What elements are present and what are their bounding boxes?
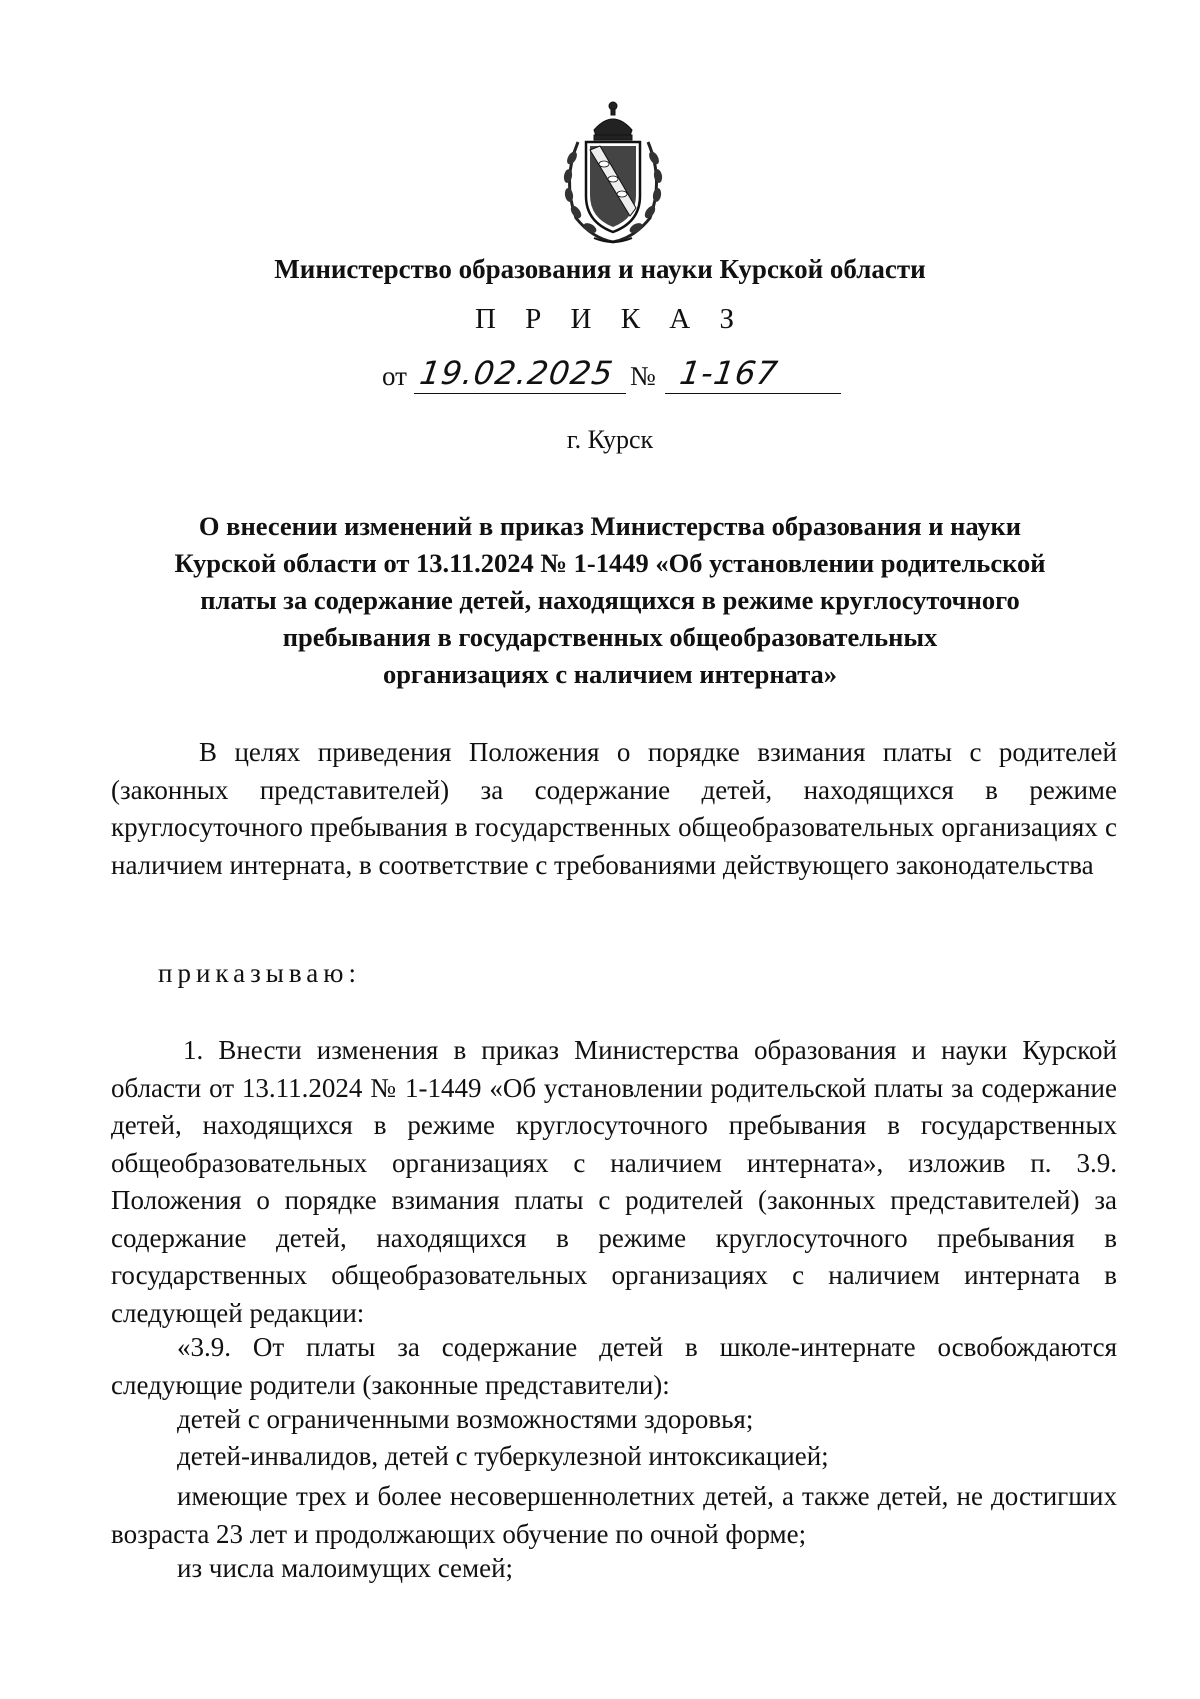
date-underline (414, 393, 626, 394)
title-line: О внесении изменений в приказ Министерства образования и науки (198, 511, 1022, 541)
title-line: организациях с наличием интерната» (382, 659, 838, 689)
title-line: Курской области от 13.11.2024 № 1-1449 «Об установлении родительской (174, 548, 1046, 578)
order-date-handwritten: 19.02.2025 (417, 354, 616, 392)
from-label: от (382, 361, 407, 391)
title-line: пребывания в государственных общеобразовательных (282, 622, 938, 652)
document-title (110, 508, 1110, 693)
order-heading: П Р И К А З (474, 303, 746, 335)
clause-3-9-paragraph: «3.9. От платы за содержание детей в школе-интернате освобождаются следующие родители (законные представители): (111, 1332, 1117, 1400)
order-date-number-line (382, 350, 842, 400)
list-item: детей с ограниченными возможностями здоровья; (177, 1404, 754, 1434)
order-number-handwritten: 1-167 (677, 354, 781, 392)
coat-of-arms-emblem (554, 100, 672, 246)
city-name: г. Курск (566, 425, 654, 454)
ministry-name: Министерство образования и науки Курской области (274, 254, 926, 284)
title-line: платы за содержание детей, находящихся в режиме круглосуточного (200, 585, 1020, 615)
number-label: № (630, 361, 656, 391)
order-word: приказываю: (158, 958, 361, 988)
point-1-paragraph: 1. Внести изменения в приказ Министерства образования и науки Курской области от 13.11.2024 № 1-1449 «Об установлении родительской платы за содержание детей, находящихся в режиме круглосуточного пребывания в государственных общеобразовательных организациях с наличием интерната», изложив п. 3.9. Положения о порядке взимания платы с родителей (законных представителей) за содержание детей, находящихся в режиме круглосуточного пребывания в государственных общеобразовательных организациях с наличием интерната в следующей редакции: (111, 1035, 1117, 1328)
number-underline (665, 393, 841, 394)
list-item: из числа малоимущих семей; (177, 1553, 514, 1583)
preamble-paragraph: В целях приведения Положения о порядке взимания платы с родителей (законных представителей) за содержание детей, находящихся в режиме круглосуточного пребывания в государственных общеобразовательных организациях с наличием интерната, в соответствие с требованиями действующего законодательства (111, 737, 1117, 880)
list-item: детей-инвалидов, детей с туберкулезной интоксикацией; (177, 1441, 829, 1471)
list-item: имеющие трех и более несовершеннолетних детей, а также детей, не достигших возраста 23 лет и продолжающих обучение по очной форме; (111, 1481, 1117, 1549)
